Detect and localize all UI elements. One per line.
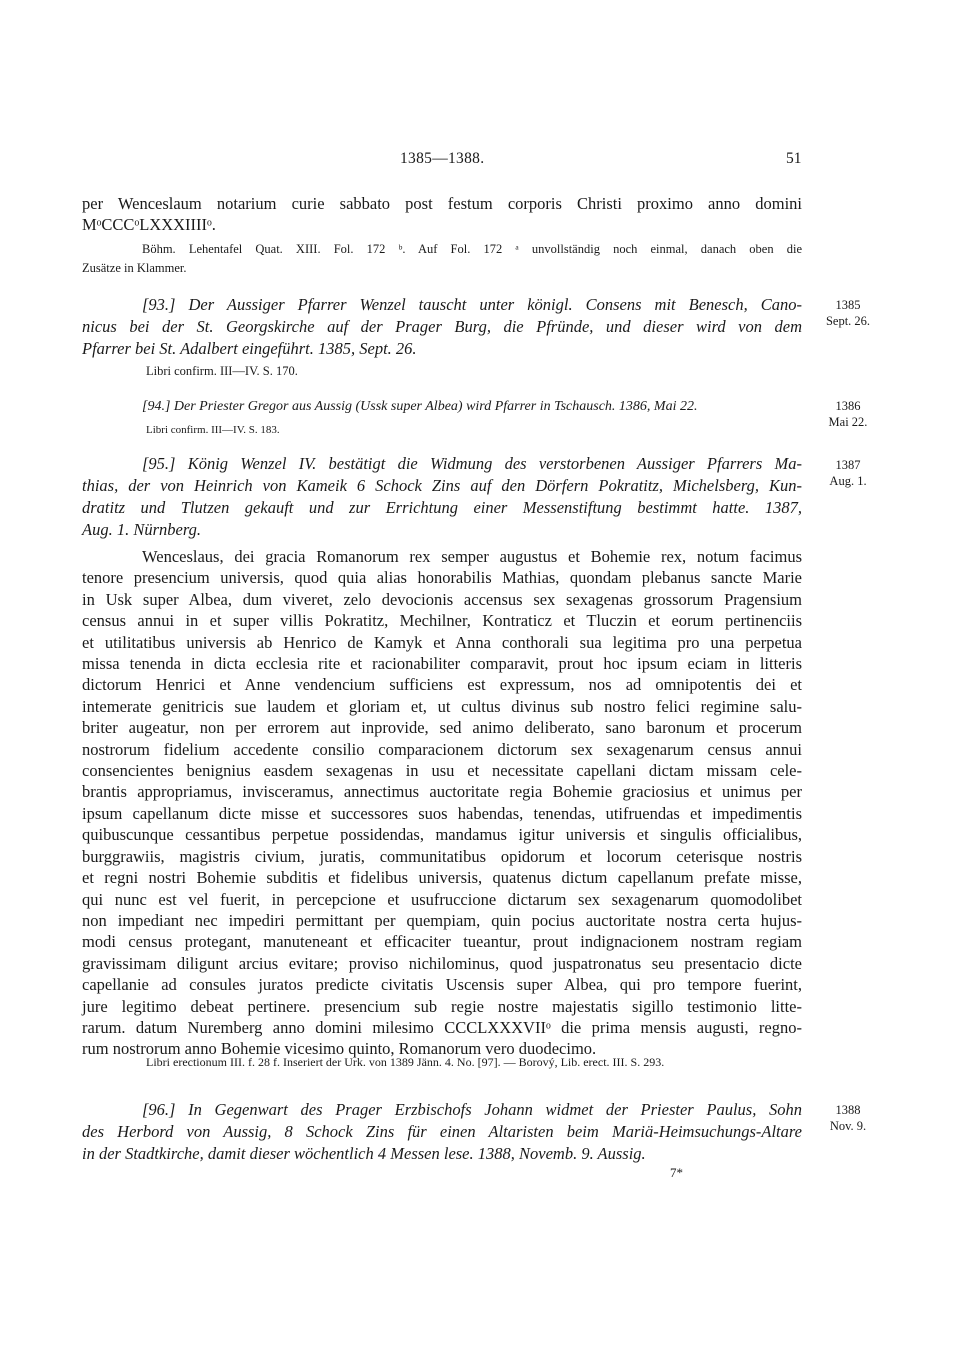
intro-text (82, 193, 802, 235)
entry-94-source: Libri confirm. III—IV. S. 183. (146, 424, 280, 436)
entry-95-source: Libri erectionum III. f. 28 f. Inseriert der Urk. von 1389 Jänn. 4. No. [97]. — Borový, Lib. erect. III. S. 293. (146, 1055, 665, 1069)
charter-line: missa tenenda in dicta ecclesia rite et racionabiliter comparavit, prout hoc ipsum eciam in litteris (82, 654, 802, 674)
charter-line: qui nunc est vel fuerit, in percepcione et usufruccione dictarum sex sexagenarum quomodolibet (82, 889, 802, 909)
charter-line: census annui in et super villis Pokratitz, Mechilner, Kontraticz et Tluczin et eorum pertinenciis (82, 611, 802, 631)
charter-line: jure legitimo debeat pertinere. presencium sub regie nostre majestatis sigillo testimonio litte- (82, 996, 802, 1016)
charter-line: gravissimam diligunt arcius evitare; proviso nichilominus, quod juspatronatus seu presentacio dicte (82, 953, 802, 973)
charter-line: burggrawiis, magistris civium, juratis, communitatibus opidorum et locorum ceterisque nostris (82, 846, 802, 866)
intro-note (82, 240, 802, 278)
charter-line: non impediant nec impediri permittant per quempiam, quin pocius auctoritate nostra certa hujus- (82, 910, 802, 930)
charter-line: ipsum capellanum dicte misse et successores suos habendas, tenendas, utifruendas et impedimentis (82, 803, 802, 823)
note-line: Böhm. Lehentafel Quat. XIII. Fol. 172 ᵇ. Auf Fol. 172 ᵃ unvollständig noch einmal, danach oben die (142, 242, 802, 256)
entry-94-margin-date (818, 398, 878, 430)
text-line: MᵒCCCᵒLXXXIIIIᵒ. (82, 215, 216, 234)
margin-day: Nov. 9. (829, 1119, 867, 1133)
charter-line: brantis appropriamus, invisceramus, annectimus auctoritate regia Bohemie graciosius et unimus per (82, 782, 802, 802)
text-line: per Wenceslaum notarium curie sabbato post festum corporis Christi proximo anno domini (82, 194, 802, 213)
charter-line: Wenceslaus, dei gracia Romanorum rex semper augustus et Bohemie rex, notum facimus (142, 547, 802, 566)
regest-line: [95.] König Wenzel IV. bestätigt die Widmung des verstorbenen Aussiger Pfarrers Ma- (142, 454, 802, 473)
charter-line: et regni nostri Bohemie subditis et fidelibus universis, quatenus dictum capellanum prefate misse, (82, 868, 802, 888)
regest-line: thias, der von Heinrich von Kameik 6 Schock Zins auf den Dörfern Pokratitz, Michelsberg, Kun- (82, 476, 802, 495)
page-number: 51 (786, 150, 802, 167)
margin-year: 1387 (835, 458, 861, 472)
signature-mark: 7* (670, 1165, 683, 1180)
regest-line: Pfarrer bei St. Adalbert eingeführt. 1385, Sept. 26. (82, 339, 417, 358)
regest-line: Aug. 1. Nürnberg. (82, 520, 202, 539)
charter-line: capellanie ad consules juratos predicte civitatis Uscensis super Albea, qui pro tempore fuerint, (82, 975, 802, 995)
regest-line: dratitz und Tlutzen gekauft und zur Errichtung einer Messenstiftung bestimmt hatte. 1387, (82, 498, 802, 517)
charter-line: intemerate genitricis sue laudem et gloriam et, ut cultus divinus sub nostro felici regimine salu- (82, 696, 802, 716)
entry-93-margin-date (818, 297, 878, 329)
charter-line: consencientes benignius easdem sexagenas in usu et necessitate capellani dictam missam cele- (82, 761, 802, 781)
charter-line: quibuscunque cessantibus perpetue possidendas, mandamus igitur universis et singulis officialibus, (82, 825, 802, 845)
note-line: Zusätze in Klammer. (82, 261, 187, 275)
entry-96-regest (82, 1099, 802, 1165)
margin-day: Sept. 26. (825, 314, 871, 328)
charter-line: rarum. datum Nuremberg anno domini milesimo CCCLXXXVIIᵒ die prima mensis augusti, regno- (82, 1017, 802, 1037)
regest-line: [93.] Der Aussiger Pfarrer Wenzel tauscht unter königl. Consens mit Benesch, Cano- (142, 295, 802, 314)
entry-95-margin-date (818, 457, 878, 489)
entry-95-charter-text (82, 546, 802, 1060)
margin-year: 1386 (835, 399, 861, 413)
entry-93-source: Libri confirm. III—IV. S. 170. (146, 364, 298, 378)
charter-line: et utilitatibus universis ab Henrico de Kamyk et Anna conthorali sua legitima pro una perpetua (82, 632, 802, 652)
margin-day: Aug. 1. (829, 474, 867, 488)
charter-line: briter augeatur, non per errorem aut inprovide, sed animo deliberato, sano baronum et procerum (82, 718, 802, 738)
charter-line: rum nostrorum anno Bohemie vicesimo quinto, Romanorum vero duodecimo. (82, 1039, 597, 1059)
charter-line: modi census protegant, manuteneant et efficaciter tueantur, prout indignacionem nostram regiam (82, 932, 802, 952)
running-header: 1385—1388. (400, 150, 485, 167)
regest-line: in der Stadtkirche, damit dieser wöchentlich 4 Messen lese. 1388, Novemb. 9. Aussig. (82, 1144, 646, 1163)
charter-line: nostrorum fidelium accedente consilio comparacionem dictorum sex sexagenarum census annui (82, 739, 802, 759)
margin-day: Mai 22. (828, 415, 868, 429)
entry-96-margin-date (818, 1102, 878, 1134)
entry-93-regest (82, 294, 802, 360)
margin-year: 1385 (835, 298, 861, 312)
entry-94-regest: [94.] Der Priester Gregor aus Aussig (Ussk super Albea) wird Pfarrer in Tschausch. 1386, Mai 22. (142, 399, 698, 414)
regest-line: nicus bei der St. Georgskirche auf der Prager Burg, die Pfründe, und dieser wird von dem (82, 317, 802, 336)
charter-line: tenore presencium universis, quod quia alias honorabilis Mathias, quondam plebanus sancte Marie (82, 568, 802, 588)
regest-line: [96.] In Gegenwart des Prager Erzbischofs Johann widmet der Priester Paulus, Sohn (142, 1100, 802, 1119)
charter-line: in Usk super Albea, dum viveret, zelo devocionis accensus sex sexagenas grossorum Pragensium (82, 589, 802, 609)
entry-95-regest (82, 453, 802, 541)
regest-line: des Herbord von Aussig, 8 Schock Zins für einen Altaristen beim Mariä-Heimsuchungs-Altare (82, 1122, 802, 1141)
charter-line: dictorum Henrici et Anne vendencium sufficiens est expressum, nos ad omnipotentis dei et (82, 675, 802, 695)
margin-year: 1388 (835, 1103, 861, 1117)
